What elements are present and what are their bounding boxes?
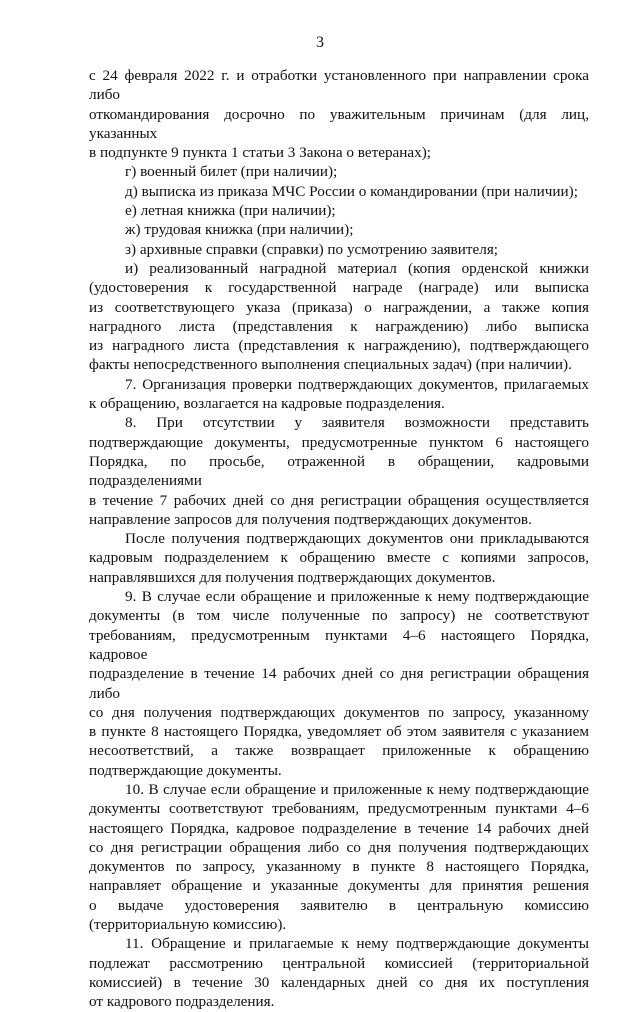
- text-line: (территориальную комиссию).: [89, 916, 287, 934]
- text-line: наградного листа (представления к награждению) либо выписка: [89, 317, 589, 335]
- text-line: подлежат рассмотрению центральной комиссией (территориальной: [89, 954, 589, 972]
- paragraph-8: [89, 413, 589, 529]
- text-line: в течение 7 рабочих дней со дня регистрации обращения осуществляется: [89, 491, 589, 509]
- paragraph-11: [89, 934, 589, 1011]
- text-line: со дня регистрации обращения либо со дня получения подтверждающих: [89, 838, 589, 856]
- text-line: е) летная книжка (при наличии);: [125, 202, 336, 220]
- text-line: о выдаче удостоверения заявителю в центральную комиссию: [89, 896, 589, 914]
- paragraph-g: [89, 162, 589, 181]
- paragraph-e: [89, 201, 589, 220]
- text-line: 11. Обращение и прилагаемые к нему подтверждающие документы: [125, 935, 589, 953]
- text-line: в подпункте 9 пункта 1 статьи 3 Закона о ветеранах);: [89, 144, 432, 162]
- text-line: 8. При отсутствии у заявителя возможности представить: [125, 414, 589, 432]
- text-line: подразделение в течение 14 рабочих дней со дня регистрации обращения либо: [89, 665, 589, 702]
- text-line: г) военный билет (при наличии);: [125, 163, 338, 181]
- text-line: направлявшихся для получения подтверждающих документов.: [89, 568, 496, 586]
- text-line: 7. Организация проверки подтверждающих документов, прилагаемых: [125, 375, 589, 393]
- document-body: [89, 66, 589, 1012]
- text-line: из соответствующего указа (приказа) о награждении, а также копия: [89, 298, 589, 316]
- text-line: комиссией) в течение 30 календарных дней со дня их поступления: [89, 973, 589, 991]
- text-line: подтверждающие документы, предусмотренные пунктом 6 настоящего: [89, 433, 589, 451]
- text-line: направляет обращение и указанные документы для принятия решения: [89, 877, 589, 895]
- text-line: 9. В случае если обращение и приложенные к нему подтверждающие: [125, 588, 589, 606]
- text-line: з) архивные справки (справки) по усмотрению заявителя;: [125, 240, 499, 258]
- text-line: к обращению, возлагается на кадровые подразделения.: [89, 395, 445, 413]
- text-line: ж) трудовая книжка (при наличии);: [125, 221, 354, 239]
- text-line: направление запросов для получения подтверждающих документов.: [89, 510, 532, 528]
- text-line: из наградного листа (представления к награждению), подтверждающего: [89, 337, 589, 355]
- paragraph-z: [89, 240, 589, 259]
- paragraph-d: [89, 182, 589, 201]
- text-line: с 24 февраля 2022 г. и отработки установленного при направлении срока либо: [89, 67, 589, 104]
- text-line: несоответствий, а также возвращает приложенные к обращению: [89, 742, 589, 760]
- text-line: и) реализованный наградной материал (копия орденской книжки: [125, 259, 589, 277]
- text-line: в пункте 8 настоящего Порядка, уведомляет об этом заявителя с указанием: [89, 723, 589, 741]
- text-line: После получения подтверждающих документов они прикладываются: [125, 530, 589, 548]
- text-line: от кадрового подразделения.: [89, 993, 275, 1011]
- text-line: 10. В случае если обращение и приложенные к нему подтверждающие: [125, 780, 589, 798]
- paragraph-9: [89, 587, 589, 780]
- paragraph-cont: [89, 66, 589, 162]
- paragraph-10: [89, 780, 589, 934]
- text-line: документы (в том числе полученные по запросу) не соответствуют: [89, 607, 589, 625]
- paragraph-i: [89, 259, 589, 375]
- paragraph-7: [89, 375, 589, 414]
- text-line: д) выписка из приказа МЧС России о командировании (при наличии);: [125, 182, 578, 200]
- text-line: документы соответствуют требованиям, предусмотренным пунктами 4–6: [89, 800, 589, 818]
- text-line: факты непосредственного выполнения специальных задач) (при наличии).: [89, 356, 572, 374]
- text-line: (удостоверения к государственной награде (награде) или выписка: [89, 279, 589, 297]
- text-line: откомандирования досрочно по уважительным причинам (для лиц, указанных: [89, 105, 589, 142]
- text-line: требованиям, предусмотренным пунктами 4–6 настоящего Порядка, кадровое: [89, 626, 589, 663]
- text-line: Порядка, по просьбе, отраженной в обращении, кадровыми подразделениями: [89, 452, 589, 490]
- paragraph-after: [89, 529, 589, 587]
- text-line: документов по запросу, указанному в пункте 8 настоящего Порядка,: [89, 858, 589, 876]
- text-line: со дня получения подтверждающих документов по запросу, указанному: [89, 703, 589, 721]
- page-number: 3: [316, 34, 324, 51]
- text-line: настоящего Порядка, кадровое подразделение в течение 14 рабочих дней: [89, 819, 589, 837]
- paragraph-zh: [89, 220, 589, 239]
- text-line: кадровым подразделением к обращению вместе с копиями запросов,: [89, 549, 589, 567]
- text-line: подтверждающие документы.: [89, 761, 282, 779]
